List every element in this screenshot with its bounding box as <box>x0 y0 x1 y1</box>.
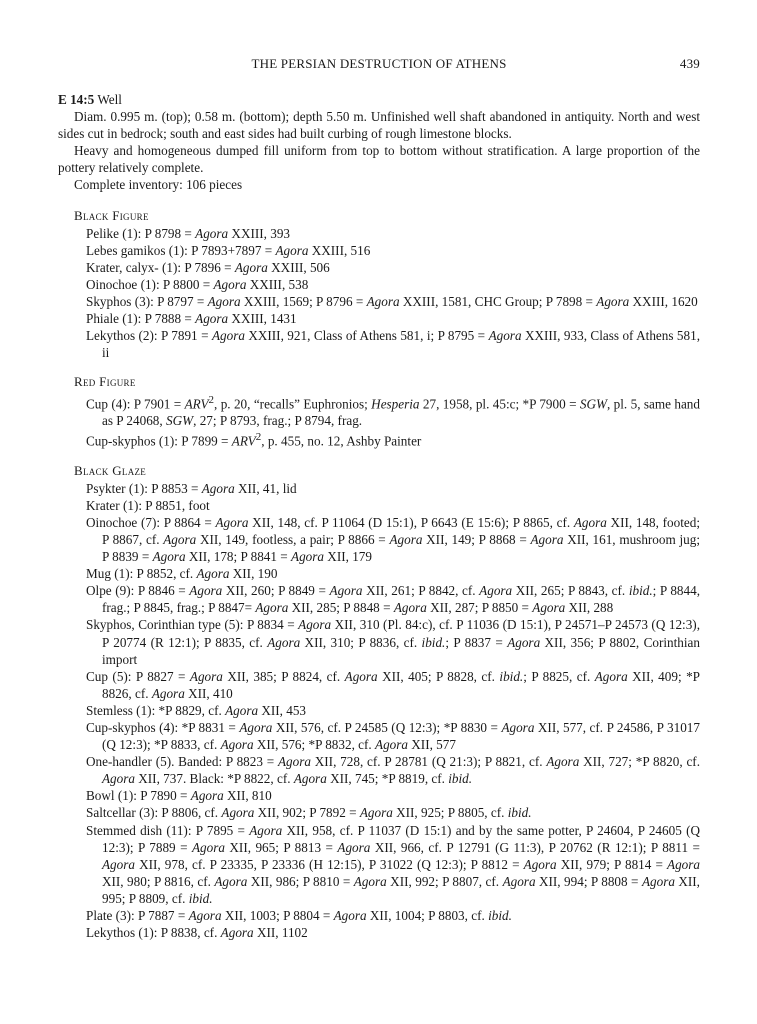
well-heading <box>58 91 700 108</box>
inventory-entry: Saltcellar (3): P 8806, cf. Agora XII, 902; P 7892 = Agora XII, 925; P 8805, cf. ibid. <box>86 805 532 821</box>
section-entries <box>58 392 700 450</box>
inventory-entry: Cup-skyphos (1): P $7899 = ARV^2$, p. 455, no. 12, Ashby Painter <box>86 431 422 449</box>
inventory-entry: Krater, calyx- (1): P 7896 = Agora XXIII, 506 <box>86 259 330 275</box>
section-heading: Red Figure <box>74 374 136 390</box>
inventory-entry: Mug (1): P 8852, cf. Agora XII, 190 <box>86 566 278 582</box>
section-heading: Black Glaze <box>74 462 147 478</box>
inventory-entry: Bowl (1): P 7890 = Agora XII, 810 <box>86 788 272 804</box>
page-body <box>58 91 700 941</box>
running-head <box>58 56 700 78</box>
well-fill: Heavy and homogeneous dumped fill uniform from top to bottom without stratification. A large proportion of the pottery relatively complete. <box>58 143 700 176</box>
inventory-entry: Cup (4): P $7901 = ARV^2$, p. 20, “recalls” Euphronios; Hesperia 27, 1958, pl. 45:c; *P 7900 = SGW, pl. 5, same hand as P 24068, SGW, 27; P 8793, frag.; P 8794, frag. <box>86 393 700 428</box>
section-heading: Black Figure <box>74 207 149 223</box>
section-entries <box>58 225 700 362</box>
inventory-entry: Plate (3): P 7887 = Agora XII, 1003; P 8804 = Agora XII, 1004; P 8803, cf. ibid. <box>86 908 512 923</box>
inventory-entry: Cup-skyphos (4): *P 8831 = Agora XII, 576, cf. P 24585 (Q 12:3); *P 8830 = Agora XII, 577, cf. P 24586, P 31017 (Q 12:3); *P 8833, cf. Agora XII, 576; *P 8832, cf. Agora XII, 577 <box>86 719 700 753</box>
inventory-entry: Phiale (1): P 7888 = Agora XXIII, 1431 <box>86 311 297 327</box>
inventory-entry: Lekythos (1): P 8838, cf. Agora XII, 1102 <box>86 925 308 941</box>
inventory-entry: Oinochoe (1): P 8800 = Agora XXIII, 538 <box>86 276 309 292</box>
page-number: 439 <box>679 56 700 71</box>
inventory-entry: Pelike (1): P 8798 = Agora XXIII, 393 <box>86 225 291 241</box>
page <box>58 56 700 941</box>
inventory-count: Complete inventory: 106 pieces <box>74 177 243 193</box>
inventory-entry: Oinochoe (7): P 8864 = Agora XII, 148, cf. P 11064 (D 15:1), P 6643 (E 15:6); P 8865, cf. Agora XII, 148, footed; P 8867, cf. Agora XII, 149, footless, a pair; P 8866 = Agora XII, 149; P 8868 = Agora XII, 161, mushroom jug; P 8839 = Agora XII, 178; P 8841 = Agora XII, 179 <box>86 514 700 565</box>
inventory-entry: Lekythos (2): P 7891 = Agora XXIII, 921, Class of Athens 581, i; P 8795 = Agora XXIII, 933, Class of Athens 581, ii <box>86 328 701 361</box>
inventory-entry: Skyphos (3): P 8797 = Agora XXIII, 1569; P 8796 = Agora XXIII, 1581, CHC Group; P 7898 = Agora XXIII, 1620 <box>86 294 698 310</box>
inventory-entry: Olpe (9): P 8846 = Agora XII, 260; P 8849 = Agora XII, 261; P 8842, cf. Agora XII, 265; P 8843, cf. ibid.; P 8844, frag.; P 8845, frag.; P 8847= Agora XII, 285; P 8848 = Agora XII, 287; P 8850 = Agora XII, 288 <box>86 583 700 616</box>
inventory-entry: Skyphos, Corinthian type (5): P 8834 = Agora XII, 310 (Pl. 84:c), cf. P 11036 (D 15:1), P 24571–P 24573 (Q 12:3), P 20774 (R 12:1); P 8835, cf. Agora XII, 310; P 8836, cf. ibid.; P 8837 = Agora XII, 356; P 8802, Corinthian import <box>86 617 701 667</box>
inventory-entry: Stemmed dish (11): P 7895 = Agora XII, 958, cf. P 11037 (D 15:1) and by the same potter, P 24604, P 24605 (Q 12:3); P 7889 = Agora XII, 965; P 8813 = Agora XII, 966, cf. P 12791 (G 11:3), P 20762 (R 12:1); P 8811 = Agora XII, 978, cf. P 23335, P 23336 (H 12:15), P 31022 (Q 12:3); P 8812 = Agora XII, 979; P 8814 = Agora XII, 980; P 8816, cf. Agora XII, 986; P 8810 = Agora XII, 992; P 8807, cf. Agora XII, 994; P 8808 = Agora XII, 995; P 8809, cf. ibid. <box>86 822 700 906</box>
section-entries <box>58 480 700 942</box>
running-title: THE PERSIAN DESTRUCTION OF ATHENS <box>251 56 507 71</box>
inventory-entry: Krater (1): P 8851, foot <box>86 497 210 513</box>
inventory-sections <box>58 207 700 942</box>
inventory-entry: Lebes gamikos (1): P 7893+7897 = Agora XXIII, 516 <box>86 242 371 258</box>
well-description: Diam. 0.995 m. (top); 0.58 m. (bottom); depth 5.50 m. Unfinished well shaft abandoned in antiquity. North and west sides cut in bedrock; south and east sides had built curbing of rough limestone blocks. <box>58 109 700 142</box>
inventory-entry: Stemless (1): *P 8829, cf. Agora XII, 453 <box>86 702 307 718</box>
inventory-entry: Psykter (1): P 8853 = Agora XII, 41, lid <box>86 480 297 496</box>
well-label: Well <box>97 92 122 107</box>
inventory-entry: One-handler (5). Banded: P 8823 = Agora XII, 728, cf. P 28781 (Q 21:3); P 8821, cf. Agora XII, 727; *P 8820, cf. Agora XII, 737. Black: *P 8822, cf. Agora XII, 745; *P 8819, cf. ibid. <box>86 754 700 787</box>
well-id: E 14:5 <box>58 92 95 107</box>
inventory-entry: Cup (5): P 8827 = Agora XII, 385; P 8824, cf. Agora XII, 405; P 8828, cf. ibid.; P 8825, cf. Agora XII, 409; *P 8826, cf. Agora XII, 410 <box>86 668 700 701</box>
